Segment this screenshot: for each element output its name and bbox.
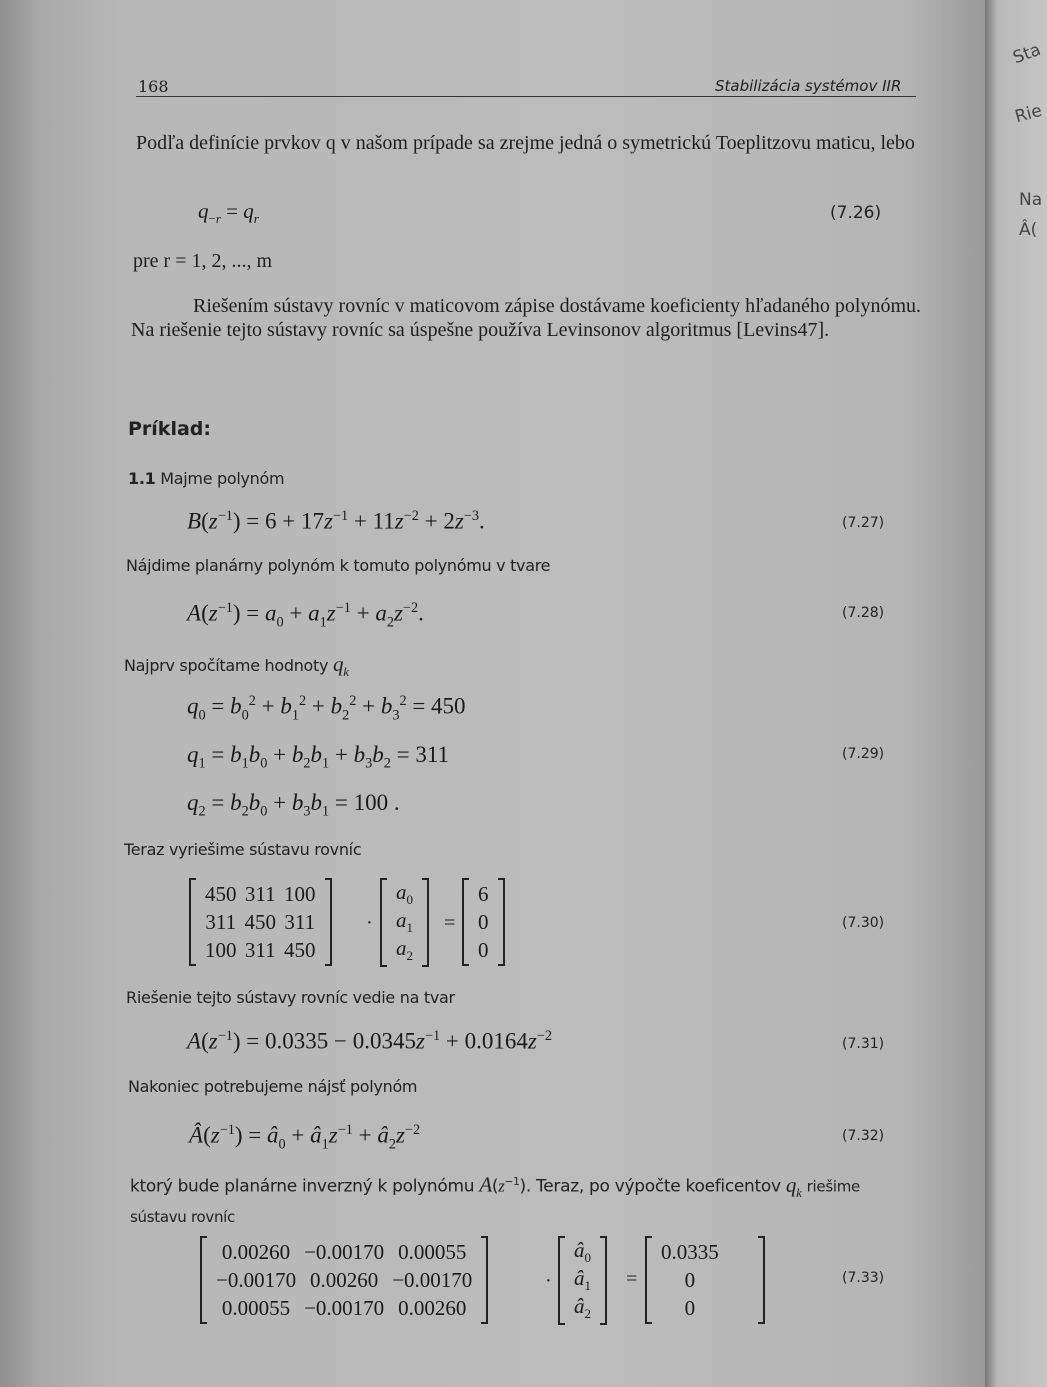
matrix-cell: −0.00170 (392, 1267, 473, 1292)
first-text: Najprv spočítame hodnoty $q_k$ (124, 652, 349, 680)
which-text-b: . Teraz, po výpočte koeficentov (525, 1176, 781, 1197)
equation-7-31: $A(z^{-1}) = 0.0335 - 0.0345z^{-1} + 0.0164z^{-2}$ (187, 1028, 552, 1054)
matrix-row (201, 880, 320, 908)
bleed-text-d: Â( (1019, 220, 1038, 240)
matrix-cell: 0.00260 (221, 1239, 291, 1264)
eq-number-7-26: (7.26) (830, 203, 882, 223)
matrix-row (212, 1238, 476, 1266)
matrix-cell: 450 (284, 937, 316, 962)
matrix-cell: 311 (244, 881, 276, 906)
coef-0: 0.0335 (265, 1028, 329, 1054)
bleed-text-c: Na (1019, 190, 1043, 210)
page-number: 168 (138, 77, 169, 96)
find-text: Nájdime planárny polynóm k tomuto polynómu v tvare (126, 556, 551, 575)
equation-q1: $q_1 = b_1b_0 + b_2b_1 + b_3b_2 = 311$ (187, 742, 449, 772)
q1-value: 311 (415, 742, 449, 767)
equation-7-26: $q_{-r} = q_r$ (198, 199, 259, 227)
running-title: Stabilizácia systémov IIR (715, 77, 902, 95)
matrix-cell: 0.00055 (221, 1295, 291, 1320)
vector-a-hat: $â_0$ $â_1$ $â_2$ (558, 1236, 607, 1325)
adjacent-page-edge (985, 0, 1047, 1387)
q2-value: 100 (353, 790, 389, 815)
vector-a: $a_0$ $a_1$ $a_2$ (380, 878, 429, 967)
coef-1: 0.0345 (352, 1028, 416, 1054)
which-text: ktorý bude planárne inverzný k polynómu $A(z^{-1})$. Teraz, po výpočte koeficentov $q_k$ riešime sústavu rovníc (130, 1172, 860, 1226)
q0-value: 450 (431, 693, 466, 719)
vector-cell: 0.0335 (661, 1239, 719, 1264)
eq-number-7-32: (7.32) (842, 1128, 885, 1144)
eq-number-7-33: (7.33) (842, 1270, 885, 1286)
pre-r-text: pre r = 1, 2, ..., m (133, 250, 273, 272)
matrix-cell: 100 (205, 937, 237, 962)
equation-7-32: $Â(z^{-1})$ = $â_0$ + $â_1z^{-1}$ + $â_2z^{-2}$ (189, 1122, 421, 1153)
finally-text: Nakoniec potrebujeme nájsť polynóm (128, 1077, 418, 1096)
example-intro (128, 469, 284, 488)
equation-7-28: $A(z^{-1}) = a_0 + a_1z^{-1} + a_2z^{-2}$. (187, 600, 424, 631)
vector-rhs (462, 878, 505, 966)
matrix-cell: 311 (244, 937, 276, 962)
dot-operator: · (366, 912, 373, 934)
vector-rhs-2 (645, 1236, 765, 1324)
matrix-cell: −0.00170 (304, 1295, 385, 1320)
first-text-label: Najprv spočítame hodnoty (124, 656, 329, 675)
equals-operator: = (444, 912, 456, 934)
bleed-text-a: Sta (1010, 39, 1044, 69)
matrix-row (212, 1266, 476, 1294)
which-text-a: ktorý bude planárne inverzný k polynómu (130, 1176, 475, 1197)
example-intro-text: Majme polynóm (160, 469, 285, 488)
which-text-d: sústavu rovníc (130, 1207, 235, 1226)
equation-7-27: $B(z^{-1}) = 6 + 17z^{-1} + 11z^{-2} + 2z^{-3}$. (187, 508, 485, 534)
bleed-text-b: Rie (1012, 100, 1045, 128)
example-heading: Príklad: (128, 418, 211, 440)
header-rule (136, 96, 916, 97)
matrix-cell: −0.00170 (216, 1267, 297, 1292)
vector-cell: 0 (478, 937, 489, 962)
vector-cell: 0 (684, 1267, 696, 1292)
eq-number-7-31: (7.31) (842, 1036, 885, 1052)
solve-text: Teraz vyriešime sústavu rovníc (124, 840, 362, 859)
eq-number-7-30: (7.30) (842, 915, 885, 931)
matrix-row (201, 936, 320, 964)
matrix-cell: −0.00170 (304, 1239, 385, 1264)
matrix-cell: 450 (244, 909, 276, 934)
vector-cell: 0 (684, 1295, 696, 1320)
equals-operator-2: = (626, 1268, 638, 1290)
matrix-row (201, 908, 320, 936)
matrix-cell: 0.00260 (398, 1295, 467, 1320)
dot-operator-2: · (545, 1270, 552, 1292)
coef-2: 0.0164 (464, 1028, 528, 1054)
vector-cell: 0 (478, 909, 489, 934)
matrix-row (212, 1294, 476, 1322)
matrix-q (189, 878, 332, 966)
equation-q0: $q_0 = b_0^2 + b_1^2 + b_2^2 + b_3^2 = 450$ (187, 693, 466, 724)
matrix-q-numeric (200, 1236, 488, 1324)
example-number: 1.1 (128, 469, 156, 488)
matrix-cell: 100 (284, 881, 316, 906)
matrix-cell: 311 (284, 909, 316, 934)
eq-number-7-28: (7.28) (842, 605, 885, 621)
matrix-cell: 311 (205, 909, 237, 934)
eq-number-7-27: (7.27) (842, 515, 885, 531)
matrix-cell: 0.00260 (310, 1267, 379, 1292)
matrix-cell: 450 (205, 881, 237, 906)
solution-text: Riešenie tejto sústavy rovníc vedie na tvar (126, 988, 455, 1007)
matrix-cell: 0.00055 (398, 1239, 467, 1264)
which-text-c: riešime (806, 1177, 860, 1196)
vector-cell: 6 (478, 881, 489, 906)
equation-q2: $q_2 = b_2b_0 + b_3b_1 = 100$ . (187, 790, 400, 820)
paragraph-2: Riešením sústavy rovníc v maticovom zápise dostávame koeficienty hľadaného polynómu. Na riešenie tejto sústavy rovníc sa úspešne používa Levinsonov algoritmus [Levins47]. (131, 295, 921, 341)
eq-number-7-29: (7.29) (842, 746, 885, 762)
paragraph-1: Podľa definície prvkov q v našom prípade sa zrejme jedná o symetrickú Toeplitzovu maticu, lebo (136, 132, 915, 154)
